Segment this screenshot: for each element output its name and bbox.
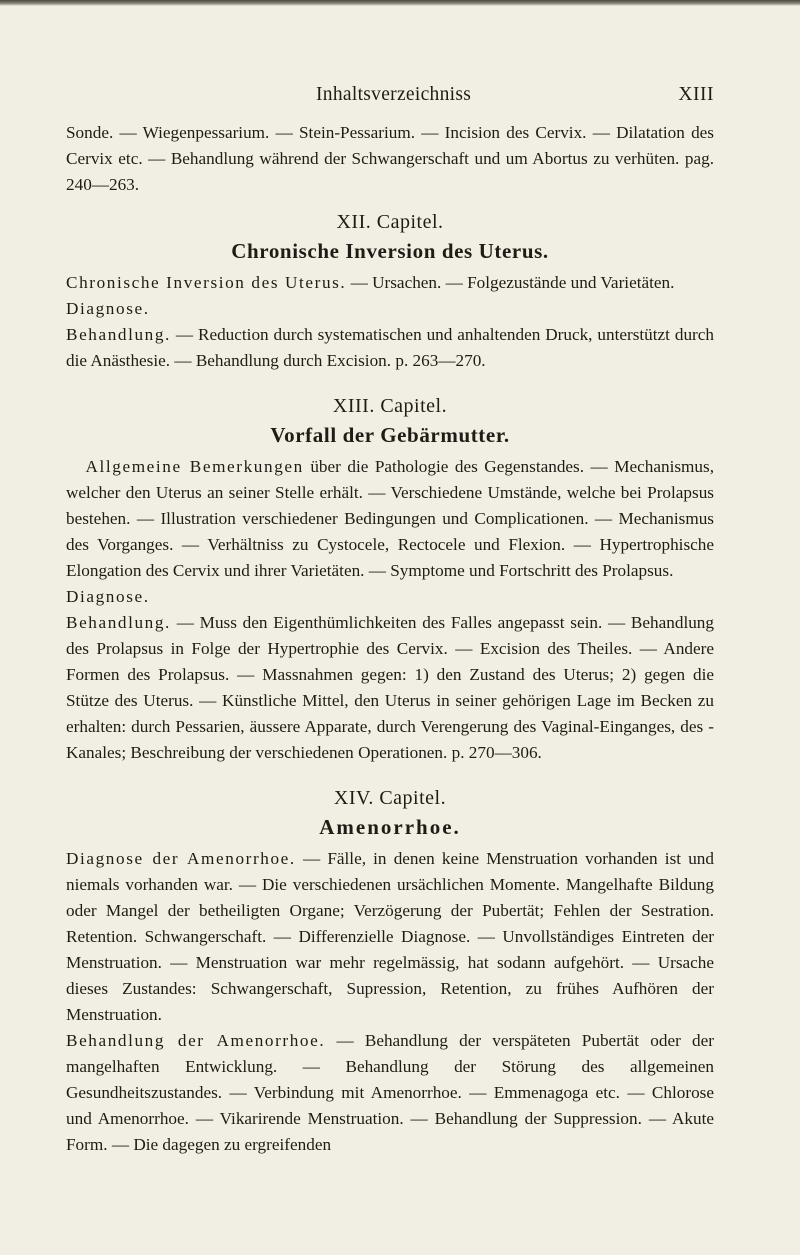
chapter-14-paragraph-2 (66, 1028, 714, 1158)
chapter-14-number: XIV. Capitel. (333, 787, 447, 809)
chapter-12-number: XII. Capitel. (336, 211, 444, 233)
chapter-14-p2-text: — Behandlung der verspäteten Pubertät oder der mangelhaften Entwicklung. — Behandlung der Störung des allgemeinen Gesundheitszustandes. — Verbindung mit Amenorrhoe. — Emmenagoga etc. — Chlorose und Amenorrhoe. — Vikarirende Menstruation. — Behandlung der Suppression. — Akute Form. — Die dagegen zu ergreifenden (66, 1031, 714, 1154)
chapter-13-paragraph-2 (66, 584, 714, 610)
running-header (66, 84, 714, 110)
chapter-13-paragraph-1 (66, 454, 714, 584)
page-number: XIII (678, 84, 714, 105)
book-page (66, 84, 714, 1158)
chapter-12-p1-text: — Ursachen. — Folgezustände und Varietäten. (346, 273, 675, 292)
chapter-13-p3-text: — Muss den Eigenthümlichkeiten des Falles angepasst sein. — Behandlung des Prolapsus in Folge der Hypertrophie des Cervix. — Excision des Theiles. — Andere Formen des Prolapsus. — Massnahmen gegen: 1) den Zustand des Uterus; 2) gegen die Stütze des Uterus. — Künstliche Mittel, den Uterus in seiner gehörigen Lage im Becken zu erhalten: durch Pessarien, äussere Apparate, durch Verengerung des Vaginal-Einganges, des -Kanales; Beschreibung der verschiedenen Operationen. p. 270—306. (66, 613, 714, 762)
chapter-13-title: Vorfall der Gebärmutter. (270, 423, 510, 447)
chapter-13-p1-text: über die Pathologie des Gegenstandes. — Mechanismus, welcher den Uterus an seiner Stelle erhält. — Verschiedene Umstände, welche bei Prolapsus bestehen. — Illustration verschiedener Bedingungen und Complicationen. — Mechanismus des Vorganges. — Verhältniss zu Cystocele, Rectocele und Flexion. — Hypertrophische Elongation des Cervix und ihrer Varietäten. — Symptome und Fortschritt des Prolapsus. (66, 457, 714, 580)
chapter-13-p2-label: Diagnose. (66, 587, 150, 606)
chapter-12-p1-label: Chronische Inversion des Uterus. (66, 273, 347, 292)
chapter-14-p1-label: Diagnose der Amenorrhoe. (66, 849, 296, 868)
page-edge-shadow (0, 0, 800, 6)
chapter-13-p3-label: Behandlung. (66, 613, 171, 632)
chapter-12-paragraph-2 (66, 296, 714, 322)
chapter-14-p2-label: Behandlung der Amenorrhoe. (66, 1031, 326, 1050)
chapter-14-p1-text: — Fälle, in denen keine Menstruation vorhanden ist und niemals vorhanden war. — Die verschiedenen ursächlichen Momente. Mangelhafte Bildung oder Mangel der betheiligten Organe; Verzögerung der Pubertät; Fehlen der Sestration. Retention. Schwangerschaft. — Differenzielle Diagnose. — Unvollständiges Eintreten der Menstruation. — Menstruation war mehr regelmässig, hat sodann aufgehört. — Ursache dieses Zustandes: Schwangerschaft, Supression, Retention, zu frühes Aufhören der Menstruation. (66, 849, 714, 1024)
chapter-12-title: Chronische Inversion des Uterus. (231, 239, 549, 263)
chapter-12-p3-text: — Reduction durch systematischen und anhaltenden Druck, unterstützt durch die Anästhesie. — Behandlung durch Excision. p. 263—270. (66, 325, 714, 370)
intro-paragraph: Sonde. — Wiegenpessarium. — Stein-Pessarium. — Incision des Cervix. — Dilatation des Cervix etc. — Behandlung während der Schwangerschaft und um Abortus zu verhüten. pag. 240—263. (66, 123, 714, 194)
chapter-13-p1-label: Allgemeine Bemerkungen (85, 457, 304, 476)
chapter-14-title: Amenorrhoe. (319, 815, 461, 839)
chapter-13-number: XIII. Capitel. (332, 395, 448, 417)
header-title: Inhaltsverzeichniss (316, 84, 472, 105)
chapter-12-paragraph-3 (66, 322, 714, 374)
chapter-12-p2-label: Diagnose. (66, 299, 150, 318)
chapter-12-paragraph-1 (66, 270, 714, 296)
chapter-14-paragraph-1 (66, 846, 714, 1028)
chapter-12-p3-label: Behandlung. (66, 325, 171, 344)
chapter-13-paragraph-3 (66, 610, 714, 766)
